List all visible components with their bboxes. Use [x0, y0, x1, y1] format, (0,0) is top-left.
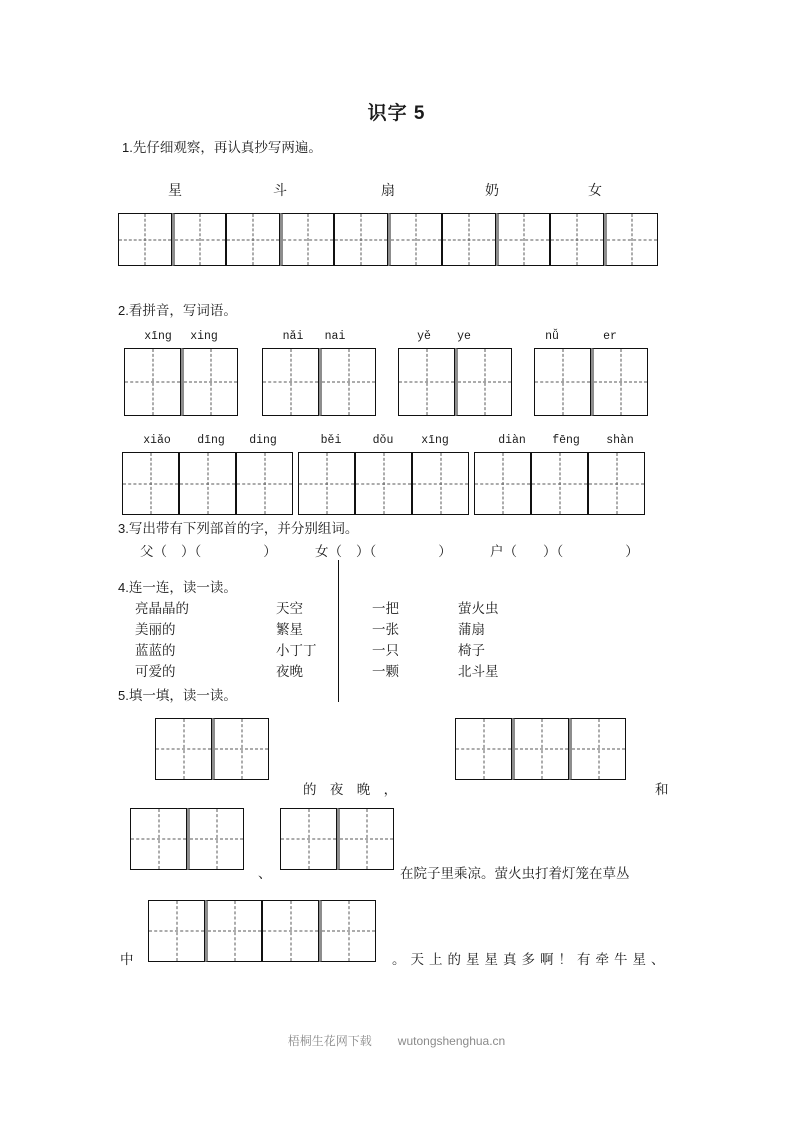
tianzige-cell[interactable] [280, 213, 334, 266]
match-item[interactable]: 北斗星 [458, 664, 499, 679]
section-5-text-he: 和 [655, 782, 669, 797]
section-5-answer-grid[interactable] [155, 718, 269, 780]
paren-close: ） [438, 544, 452, 559]
paren-close: ） [356, 544, 370, 559]
section-divider-line [338, 560, 339, 702]
section-2-word-grid[interactable] [124, 348, 238, 416]
pinyin-syllable: shàn [606, 434, 634, 447]
question-1-prompt [122, 140, 322, 156]
tianzige-cell[interactable] [155, 718, 212, 780]
pinyin-syllable: xing [190, 330, 218, 343]
paren-close: ） [625, 544, 639, 559]
section-2-word-grid[interactable] [398, 348, 512, 416]
tianzige-cell[interactable] [262, 900, 319, 962]
paren-open: （ [369, 544, 377, 559]
match-item[interactable]: 可爱的 [135, 664, 176, 679]
match-column-adjectives [135, 598, 189, 682]
paren-close: ） [263, 544, 277, 559]
tianzige-cell[interactable] [172, 213, 226, 266]
tianzige-cell[interactable] [591, 348, 648, 416]
paren-close: ） [181, 544, 195, 559]
tianzige-cell[interactable] [262, 348, 319, 416]
model-character: 斗 [273, 184, 287, 199]
tianzige-cell[interactable] [442, 213, 496, 266]
tianzige-cell[interactable] [569, 718, 626, 780]
tianzige-cell[interactable] [337, 808, 394, 870]
footer-site-url: wutongshenghua.cn [397, 1034, 506, 1048]
tianzige-cell[interactable] [118, 213, 172, 266]
tianzige-cell[interactable] [319, 900, 376, 962]
model-character: 扇 [381, 184, 395, 199]
footer-watermark [0, 1032, 793, 1049]
tianzige-cell[interactable] [334, 213, 388, 266]
match-item[interactable]: 繁星 [276, 622, 303, 637]
pinyin-syllable: fēng [552, 434, 580, 447]
question-5-number: 5. [118, 688, 129, 703]
section-2-word-grid[interactable] [534, 348, 648, 416]
section-2-word-grid[interactable] [474, 452, 645, 515]
pinyin-syllable: xiǎo [143, 434, 171, 447]
pinyin-syllable: er [603, 330, 617, 343]
model-character: 星 [168, 184, 182, 199]
tianzige-cell[interactable] [455, 348, 512, 416]
tianzige-cell[interactable] [148, 900, 205, 962]
footer-site-name: 梧桐生花网下载 [287, 1034, 372, 1048]
tianzige-cell[interactable] [531, 452, 588, 515]
pinyin-syllable: yě [417, 330, 431, 343]
match-item[interactable]: 蒲扇 [458, 622, 485, 637]
tianzige-cell[interactable] [355, 452, 412, 515]
paren-open: （ [328, 544, 342, 559]
section-5-answer-grid[interactable] [148, 900, 376, 962]
tianzige-cell[interactable] [187, 808, 244, 870]
pinyin-syllable: dǒu [372, 434, 394, 447]
match-column-objects [458, 598, 499, 682]
tianzige-cell[interactable] [181, 348, 238, 416]
match-item[interactable]: 夜晚 [276, 664, 303, 679]
question-4-text: 连一连，读一读。 [128, 580, 237, 595]
section-2-word-grid[interactable] [122, 452, 293, 515]
question-1-number: 1. [122, 140, 133, 155]
match-item[interactable]: 一把 [372, 601, 399, 616]
paren-open: （ [194, 544, 202, 559]
question-4-number: 4. [118, 580, 129, 595]
question-4-prompt [118, 580, 237, 596]
match-item[interactable]: 萤火虫 [458, 601, 499, 616]
tianzige-cell[interactable] [319, 348, 376, 416]
radical-group[interactable] [315, 540, 452, 560]
question-3-text: 写出带有下列部首的字，并分别组词。 [128, 521, 359, 536]
pinyin-syllable: ye [457, 330, 471, 343]
paren-open: （ [503, 544, 517, 559]
pinyin-syllable: diàn [498, 434, 526, 447]
question-1-text: 先仔细观察，再认真抄写两遍。 [132, 140, 322, 155]
radical-group[interactable] [140, 540, 277, 560]
paren-close: ） [543, 544, 557, 559]
section-2-word-grid[interactable] [298, 452, 469, 515]
tianzige-cell[interactable] [550, 213, 604, 266]
tianzige-cell[interactable] [412, 452, 469, 515]
section-5-answer-grid[interactable] [280, 808, 394, 870]
tianzige-cell[interactable] [130, 808, 187, 870]
radical-character: 户 [490, 544, 504, 559]
tianzige-cell[interactable] [236, 452, 293, 515]
tianzige-cell[interactable] [474, 452, 531, 515]
match-item[interactable]: 一张 [372, 622, 399, 637]
pinyin-syllable: dīng [197, 434, 225, 447]
match-item[interactable]: 一只 [372, 643, 399, 658]
match-column-measure-words [372, 598, 399, 682]
paren-open: （ [153, 544, 167, 559]
tianzige-cell[interactable] [388, 213, 442, 266]
paren-open: （ [556, 544, 564, 559]
tianzige-cell[interactable] [512, 718, 569, 780]
pinyin-syllable: nai [324, 330, 346, 343]
tianzige-cell[interactable] [280, 808, 337, 870]
question-5-prompt [118, 688, 237, 704]
section-5-text-zhong: 中 [120, 952, 134, 967]
tianzige-cell[interactable] [212, 718, 269, 780]
tianzige-cell[interactable] [298, 452, 355, 515]
model-character: 女 [588, 184, 602, 199]
section-5-text-dun: 、 [258, 866, 272, 881]
question-5-text: 填一填，读一读。 [128, 688, 237, 703]
tianzige-cell[interactable] [588, 452, 645, 515]
pinyin-syllable: xīng [421, 434, 449, 447]
match-item[interactable]: 天空 [276, 601, 303, 616]
tianzige-cell[interactable] [534, 348, 591, 416]
section-2-word-grid[interactable] [262, 348, 376, 416]
question-3-prompt [118, 521, 358, 537]
model-character: 奶 [485, 184, 499, 199]
match-item[interactable]: 小丁丁 [276, 643, 317, 658]
match-item[interactable]: 亮晶晶的 [135, 601, 189, 616]
tianzige-cell[interactable] [122, 452, 179, 515]
radical-character: 女 [315, 544, 329, 559]
tianzige-cell[interactable] [455, 718, 512, 780]
page-title: 识字 5 [367, 103, 426, 124]
tianzige-cell[interactable] [226, 213, 280, 266]
pinyin-syllable: ding [249, 434, 277, 447]
radical-character: 父 [140, 544, 154, 559]
section-5-answer-grid[interactable] [130, 808, 244, 870]
pinyin-syllable: nǚ [545, 330, 559, 343]
match-item[interactable]: 一颗 [372, 664, 399, 679]
question-2-number: 2. [118, 303, 129, 318]
section-5-sentence-1: 在院子里乘凉。萤火虫打着灯笼在草丛 [400, 866, 630, 881]
section-5-text-de-yewan: 的 夜 晚 ， [303, 782, 403, 797]
tianzige-cell[interactable] [205, 900, 262, 962]
tianzige-cell[interactable] [496, 213, 550, 266]
question-2-prompt [118, 303, 237, 319]
section-5-answer-grid[interactable] [455, 718, 626, 780]
tianzige-cell[interactable] [398, 348, 455, 416]
radical-group[interactable] [490, 540, 639, 560]
match-column-nouns [276, 598, 317, 682]
match-item[interactable]: 蓝蓝的 [135, 643, 176, 658]
question-3-number: 3. [118, 521, 129, 536]
tianzige-cell[interactable] [124, 348, 181, 416]
match-item[interactable]: 美丽的 [135, 622, 176, 637]
pinyin-syllable: xīng [144, 330, 172, 343]
pinyin-syllable: běi [320, 434, 342, 447]
section-1-writing-grid[interactable] [118, 213, 658, 266]
section-5-sentence-2: 。天上的星星真多啊！有牵牛星、 [392, 952, 670, 967]
tianzige-cell[interactable] [179, 452, 236, 515]
question-2-text: 看拼音，写词语。 [128, 303, 237, 318]
tianzige-cell[interactable] [604, 213, 658, 266]
pinyin-syllable: nǎi [282, 330, 304, 343]
match-item[interactable]: 椅子 [458, 643, 485, 658]
